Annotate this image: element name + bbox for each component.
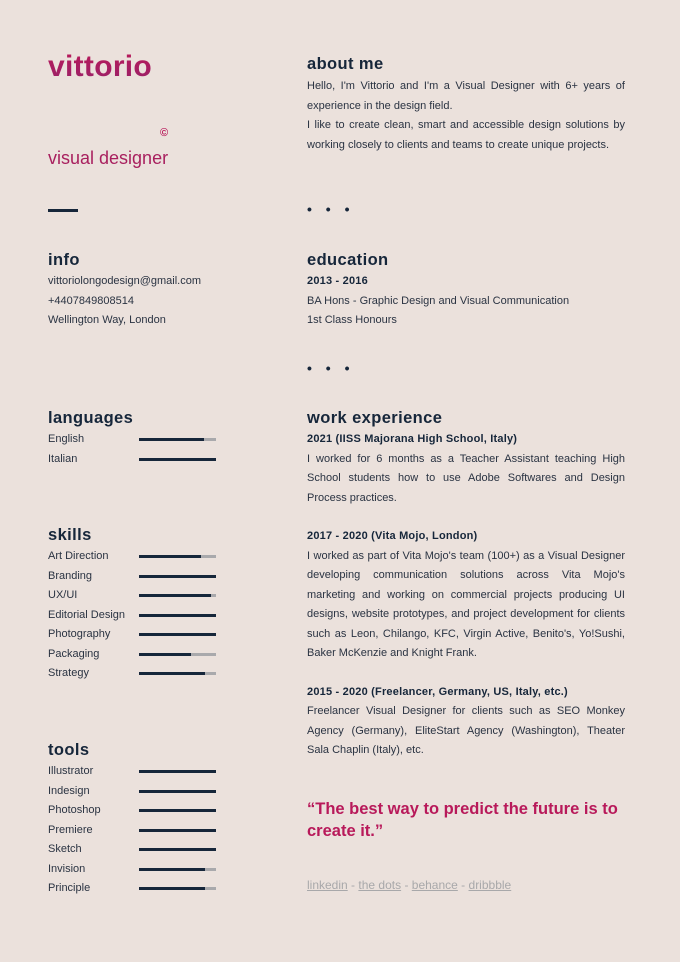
tool-row [48, 762, 218, 782]
tool-row [48, 821, 218, 841]
skill-row [48, 625, 218, 645]
job-entry [307, 430, 625, 508]
languages-title: languages [48, 409, 134, 427]
education-title: education [307, 251, 389, 269]
divider-dash [48, 209, 78, 212]
education-degree: BA Hons - Graphic Design and Visual Communication [307, 294, 570, 307]
skill-level-fill [139, 633, 216, 636]
skill-level-bar [139, 555, 216, 558]
skill-label: Editorial Design [48, 608, 126, 621]
education-honours: 1st Class Honours [307, 314, 397, 326]
tool-row [48, 782, 218, 802]
skill-level-fill [139, 575, 216, 578]
skill-level-fill [139, 672, 205, 675]
tool-level-fill [139, 790, 216, 793]
about-section [307, 55, 625, 155]
address: Wellington Way, London [48, 314, 166, 326]
skill-label: Photography [48, 628, 111, 640]
link-linkedin[interactable]: linkedin [307, 878, 348, 892]
tool-label: Premiere [48, 823, 93, 836]
link-behance[interactable]: behance [411, 878, 458, 892]
job-entry [307, 527, 625, 664]
first-name: vittorio [48, 50, 153, 83]
skills-title: skills [48, 526, 92, 544]
language-row [48, 430, 218, 450]
job-description: Freelancer Visual Designer for clients such as SEO Monkey Agency (Germany), EliteStart Agency (Washington), Theater Sala Chaplin (Italy), etc. [307, 705, 625, 756]
skill-label: Art Direction [48, 550, 109, 562]
tool-level-fill [139, 770, 216, 773]
tool-level-fill [139, 887, 205, 890]
skill-row [48, 606, 218, 626]
language-level-bar [139, 438, 216, 441]
skills-section [48, 526, 218, 684]
skill-level-bar [139, 594, 216, 597]
tool-label: Photoshop [48, 804, 101, 816]
copyright-mark: © [160, 127, 169, 139]
tool-row [48, 860, 218, 880]
skill-label: Packaging [48, 647, 100, 660]
about-line: Hello, I'm Vittorio and I'm a Visual Designer with 6+ years of experience in the design field. [307, 80, 625, 112]
link-separator: - [351, 878, 356, 892]
education-years: 2013 - 2016 [307, 275, 368, 287]
tool-level-bar [139, 809, 216, 812]
tool-level-bar [139, 829, 216, 832]
quote: “The best way to predict the future is to create it.” [307, 800, 618, 840]
phone[interactable]: +4407849808514 [48, 294, 134, 307]
skill-row [48, 645, 218, 665]
tool-label: Invision [48, 862, 86, 875]
tool-level-fill [139, 809, 216, 812]
tool-label: Indesign [48, 784, 90, 797]
job-heading: 2017 - 2020 (Vita Mojo, London) [307, 530, 478, 542]
job-entry [307, 683, 625, 761]
tool-row [48, 879, 218, 899]
email[interactable]: vittoriolongodesign@gmail.com [48, 275, 202, 287]
role-title: visual designer [48, 148, 169, 168]
tool-level-fill [139, 868, 205, 871]
divider-dots: • • • [307, 201, 355, 217]
language-label: English [48, 433, 85, 445]
info-section [48, 251, 201, 331]
about-title: about me [307, 55, 384, 73]
skill-row [48, 567, 218, 587]
link-separator: - [404, 878, 409, 892]
tool-level-bar [139, 770, 216, 773]
last-name: longo [48, 79, 132, 112]
tool-label: Sketch [48, 843, 82, 855]
link-separator: - [461, 878, 466, 892]
skill-level-fill [139, 614, 216, 617]
name-heading [48, 50, 169, 139]
skill-level-fill [139, 555, 201, 558]
skill-level-bar [139, 614, 216, 617]
tool-level-bar [139, 848, 216, 851]
about-line: I like to create clean, smart and accessible design solutions by working closely to clients and teams to create unique projects. [307, 119, 625, 151]
tool-row [48, 801, 218, 821]
work-title: work experience [307, 409, 443, 427]
skill-label: Strategy [48, 667, 89, 679]
skill-row [48, 586, 218, 606]
tool-label: Illustrator [48, 765, 94, 777]
skill-label: UX/UI [48, 589, 78, 601]
skill-level-bar [139, 633, 216, 636]
education-section [307, 251, 569, 331]
skill-row [48, 664, 218, 684]
language-level-fill [139, 458, 216, 461]
languages-section [48, 409, 218, 469]
tool-level-fill [139, 848, 216, 851]
job-heading: 2021 (IISS Majorana High School, Italy) [307, 433, 518, 445]
skill-level-fill [139, 653, 191, 656]
job-description: I worked as part of Vita Mojo's team (100+) as a Visual Designer developing communication solutions across Vita Mojo's marketing and working on commercial projects producing UI designs, website prototypes, and project development for clients such as Leon, Chilango, KFC, Virgin Active, Benito's, Yo!Sushi, Baker McKenzie and Knight Frank. [307, 549, 625, 659]
job-heading: 2015 - 2020 (Freelancer, Germany, US, Italy, etc.) [307, 685, 568, 698]
info-title: info [48, 251, 80, 269]
tools-title: tools [48, 741, 90, 759]
divider-dots: • • • [307, 360, 355, 376]
skill-label: Branding [48, 569, 93, 582]
link-the-dots[interactable]: the dots [358, 878, 402, 892]
link-dribbble[interactable]: dribbble [468, 878, 512, 892]
language-label: Italian [48, 452, 78, 465]
tool-level-bar [139, 790, 216, 793]
tool-label: Principle [48, 882, 91, 894]
language-level-bar [139, 458, 216, 461]
job-description: I worked for 6 months as a Teacher Assistant teaching High School students how to use Adobe Softwares and Design Process practices. [307, 452, 625, 504]
tool-level-fill [139, 829, 216, 832]
work-section [307, 409, 625, 761]
tool-row [48, 840, 218, 860]
tool-level-bar [139, 868, 216, 871]
language-row [48, 450, 218, 470]
tool-level-bar [139, 887, 216, 890]
language-level-fill [139, 438, 204, 441]
skill-level-fill [139, 594, 211, 597]
social-links [307, 878, 511, 892]
skill-level-bar [139, 672, 216, 675]
skill-level-bar [139, 575, 216, 578]
skill-level-bar [139, 653, 216, 656]
skill-row [48, 547, 218, 567]
tools-section [48, 741, 218, 899]
